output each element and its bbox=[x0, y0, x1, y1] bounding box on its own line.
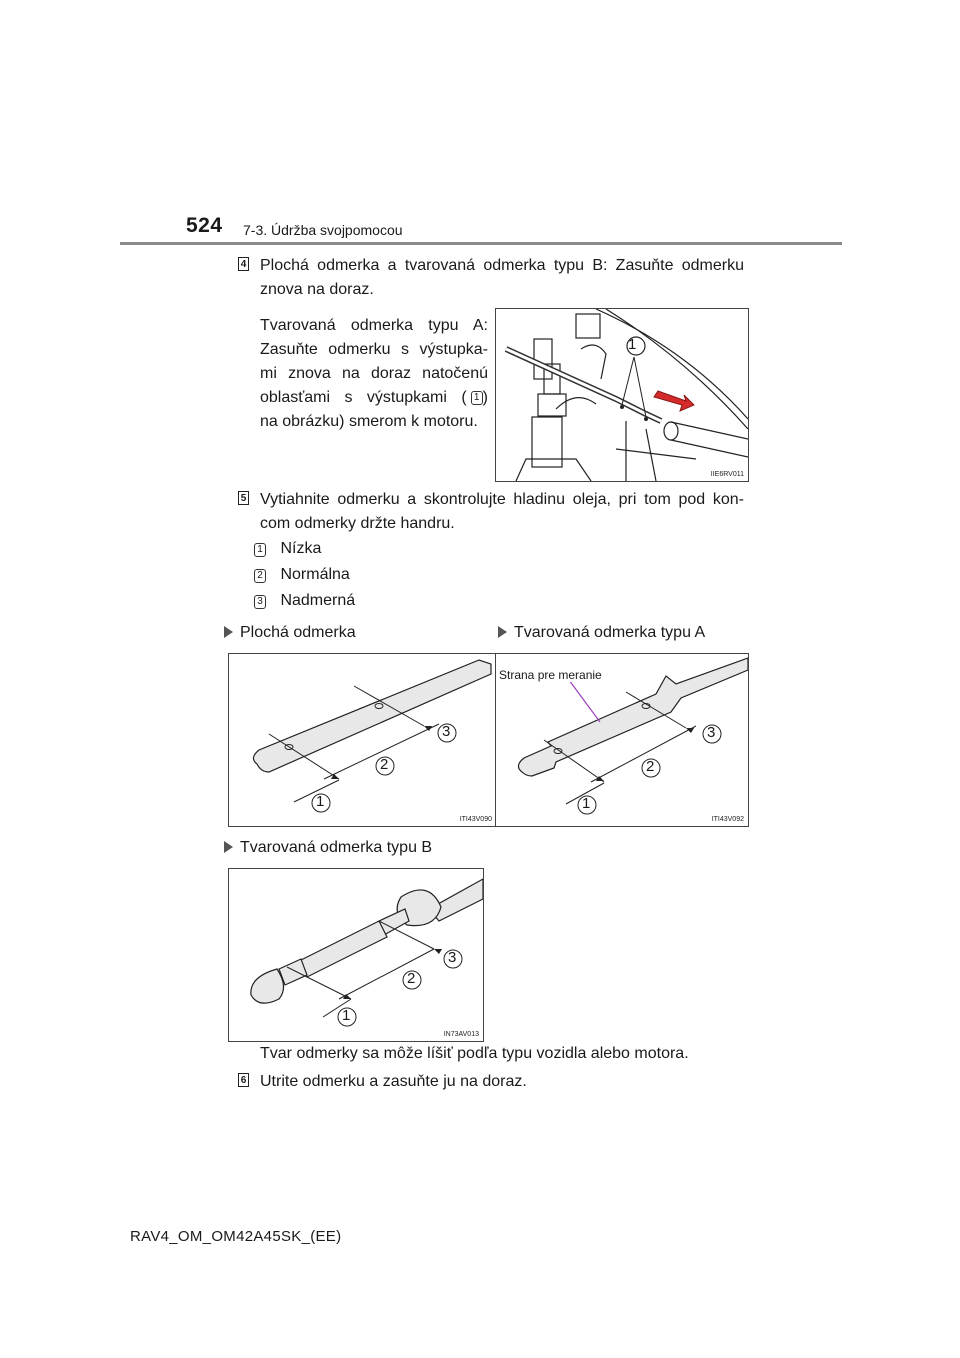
shaped-a-callout-3: 3 bbox=[707, 724, 716, 741]
step-4-text-line1: Plochá odmerka a tvarovaná odmerka typu B: Zasuňte odmerku bbox=[260, 257, 744, 274]
shaped-b-callout-2: 2 bbox=[407, 970, 416, 987]
shaped-a-title: Tvarovaná odmerka typu A bbox=[514, 624, 706, 641]
measuring-side-label: Strana pre meranie bbox=[499, 668, 602, 682]
shaped-a-callout-2: 2 bbox=[646, 758, 655, 775]
figure-code: IIE6RV011 bbox=[710, 471, 744, 478]
step-6-text: Utrite odmerku a zasuňte ju na doraz. bbox=[260, 1073, 527, 1090]
flat-callout-3: 3 bbox=[442, 723, 451, 740]
shaped-b-title: Tvarovaná odmerka typu B bbox=[240, 839, 433, 856]
step-4-sub-last: na obrázku) smerom k motoru. bbox=[260, 413, 478, 430]
step-4-number: 4 bbox=[238, 257, 249, 271]
shaped-b-figure-code: IN73AV013 bbox=[443, 1031, 479, 1038]
level-excess-label: Nadmerná bbox=[280, 592, 356, 609]
triangle-bullet-icon bbox=[224, 626, 233, 638]
callout-badge: 1 bbox=[471, 391, 483, 405]
engine-dipstick-figure bbox=[495, 308, 749, 482]
shaped-a-figure-code: ITI43V092 bbox=[711, 816, 744, 823]
shaped-a-callout-1: 1 bbox=[582, 795, 591, 812]
shaped-b-dipstick-figure bbox=[228, 868, 484, 1042]
step-4-sub-line4: oblasťami s výstupkami ( 1 ) bbox=[260, 386, 488, 410]
flat-callout-1: 1 bbox=[316, 793, 325, 810]
step-4-text-line2: znova na doraz. bbox=[260, 281, 374, 298]
step-5-number: 5 bbox=[238, 491, 249, 505]
header-rule bbox=[120, 242, 842, 245]
level-normal-label: Normálna bbox=[280, 566, 350, 583]
level-low-label: Nízka bbox=[280, 540, 322, 557]
step-4-sub-line2: Zasuňte odmerku s výstupka- bbox=[260, 341, 488, 358]
shaped-a-heading bbox=[498, 621, 705, 645]
page-number: 524 bbox=[186, 214, 223, 237]
level-excess-number: 3 bbox=[254, 595, 266, 609]
shaped-b-callout-1: 1 bbox=[342, 1007, 351, 1024]
flat-dipstick-title: Plochá odmerka bbox=[240, 624, 356, 641]
dipstick-shape-note: Tvar odmerky sa môže líšiť podľa typu vozidla alebo motora. bbox=[260, 1045, 689, 1062]
triangle-bullet-icon bbox=[224, 841, 233, 853]
step-5-text-line1: Vytiahnite odmerku a skontrolujte hladinu oleja, pri tom pod kon- bbox=[260, 491, 744, 508]
engine-dipstick-drawing bbox=[496, 309, 748, 481]
figure-callout-1: 1 bbox=[628, 336, 637, 353]
flat-dipstick-drawing bbox=[229, 654, 496, 826]
level-low-number: 1 bbox=[254, 543, 266, 557]
level-low bbox=[254, 537, 321, 561]
step-4-sub-line4-text: oblasťami s výstupkami ( bbox=[260, 389, 467, 406]
step-4-sub-line3: mi znova na doraz natočenú bbox=[260, 365, 488, 382]
level-excess bbox=[254, 589, 355, 613]
shaped-b-heading bbox=[224, 836, 432, 860]
shaped-b-dipstick-drawing bbox=[229, 869, 483, 1041]
step-5-text-line2: com odmerky držte handru. bbox=[260, 515, 455, 532]
flat-callout-2: 2 bbox=[380, 756, 389, 773]
document-footer: RAV4_OM_OM42A45SK_(EE) bbox=[130, 1228, 342, 1245]
step-4-sub-line1: Tvarovaná odmerka typu A: bbox=[260, 317, 488, 334]
level-normal-number: 2 bbox=[254, 569, 266, 583]
flat-figure-code: ITI43V090 bbox=[459, 816, 492, 823]
shaped-b-callout-3: 3 bbox=[448, 949, 457, 966]
triangle-bullet-icon bbox=[498, 626, 507, 638]
step-6-number: 6 bbox=[238, 1073, 249, 1087]
flat-dipstick-figure bbox=[228, 653, 497, 827]
level-normal bbox=[254, 563, 350, 587]
section-title: 7-3. Údržba svojpomocou bbox=[243, 222, 403, 238]
flat-dipstick-heading bbox=[224, 621, 356, 645]
shaped-a-dipstick-figure bbox=[495, 653, 749, 827]
